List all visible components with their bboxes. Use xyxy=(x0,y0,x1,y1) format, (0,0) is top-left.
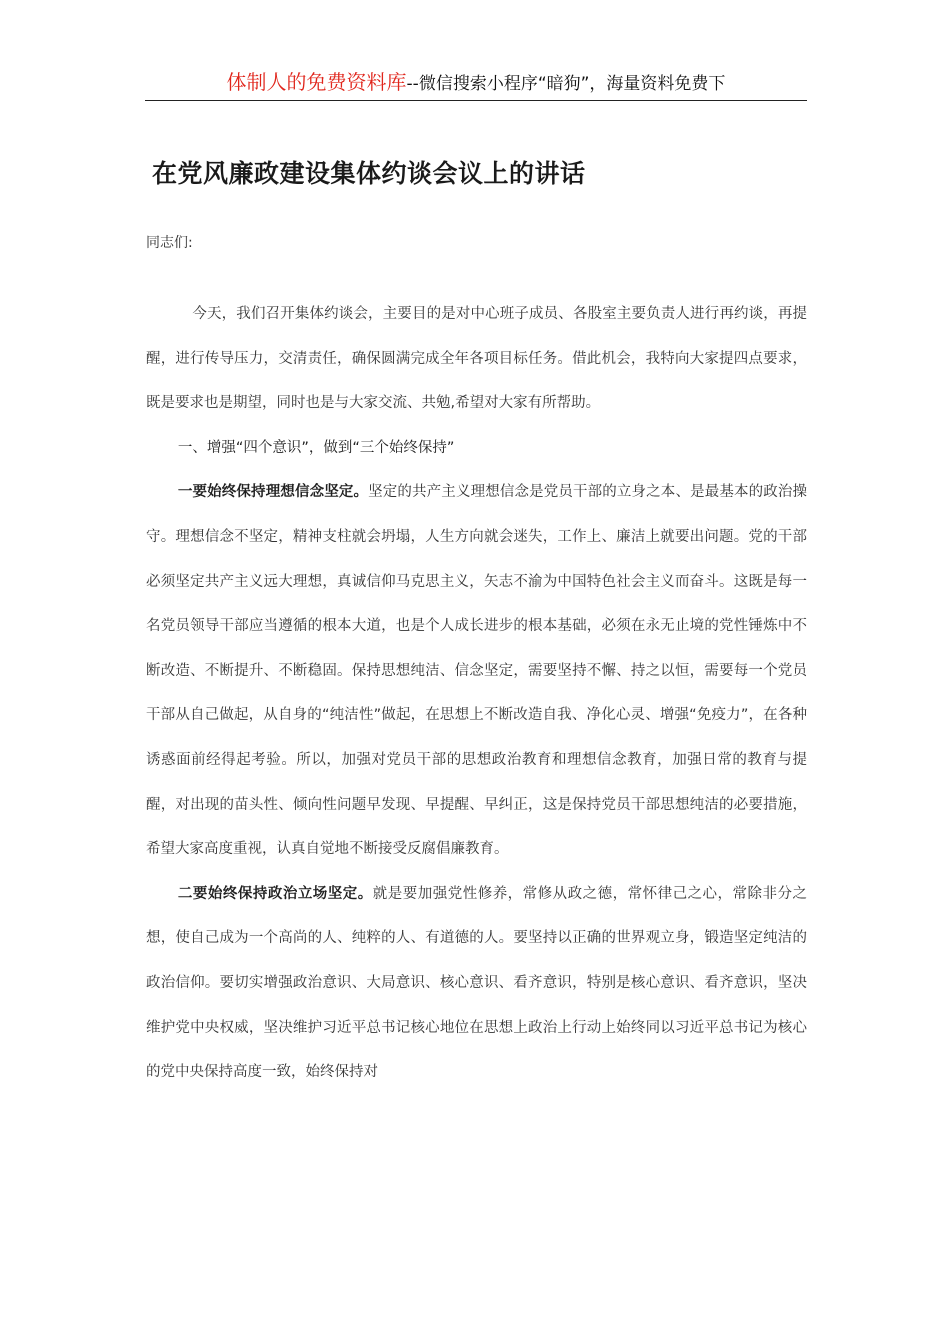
intro-paragraph: 今天，我们召开集体约谈会，主要目的是对中心班子成员、各股室主要负责人进行再约谈，再提醒，进行传导压力，交清责任，确保圆满完成全年各项目标任务。借此机会，我特向大家提四点要求，既是要求也是期望，同时也是与大家交流、共勉,希望对大家有所帮助。 xyxy=(146,306,807,412)
point-2-lead: 二要始终保持政治立场坚定。 xyxy=(177,885,373,902)
point-1-text: 坚定的共产主义理想信念是党员干部的立身之本、是最基本的政治操守。理想信念不坚定，精神支柱就会坍塌，人生方向就会迷失，工作上、廉洁上就要出问题。党的干部必须坚定共产主义远大理想，真诚信仰马克思主义，矢志不渝为中国特色社会主义而奋斗。这既是每一名党员领导干部应当遵循的根本大道，也是个人成长进步的根本基础，必须在永无止境的党性锤炼中不断改造、不断提升、不断稳固。保持思想纯洁、信念坚定，需要坚持不懈、持之以恒，需要每一个党员干部从自己做起，从自身的“纯洁性”做起，在思想上不断改造自我、净化心灵、增强“免疫力”，在各种诱惑面前经得起考验。所以，加强对党员干部的思想政治教育和理想信念教育，加强日常的教育与提醒，对出现的苗头性、倾向性问题早发现、早提醒、早纠正，这是保持党员干部思想纯洁的必要措施，希望大家高度重视，认真自觉地不断接受反腐倡廉教育。 xyxy=(146,484,808,858)
point-1-lead: 一要始终保持理想信念坚定。 xyxy=(177,484,369,501)
document-title: 在党风廉政建设集体约谈会议上的讲话 xyxy=(152,159,586,188)
greeting: 同志们: xyxy=(146,235,193,251)
point-1-paragraph xyxy=(146,470,807,871)
document-body xyxy=(146,292,807,1095)
point-2-text: 就是要加强党性修养，常修从政之德，常怀律己之心，常除非分之想，使自己成为一个高尚的人、纯粹的人、有道德的人。要坚持以正确的世界观立身，锻造坚定纯洁的政治信仰。要切实增强政治意识、大局意识、核心意识、看齐意识，特别是核心意识、看齐意识，坚决维护党中央权威，坚决维护习近平总书记核心地位在思想上政治上行动上始终同以习近平总书记为核心的党中央保持高度一致，始终保持对 xyxy=(146,885,807,1081)
header-notice: --微信搜索小程序“暗狗”，海量资料免费下 xyxy=(406,74,726,94)
page-header xyxy=(145,66,807,101)
point-2-paragraph xyxy=(146,872,807,1095)
header-brand: 体制人的免费资料库 xyxy=(226,70,407,94)
section-heading: 一、增强“四个意识”，做到“三个始终保持” xyxy=(177,439,455,456)
